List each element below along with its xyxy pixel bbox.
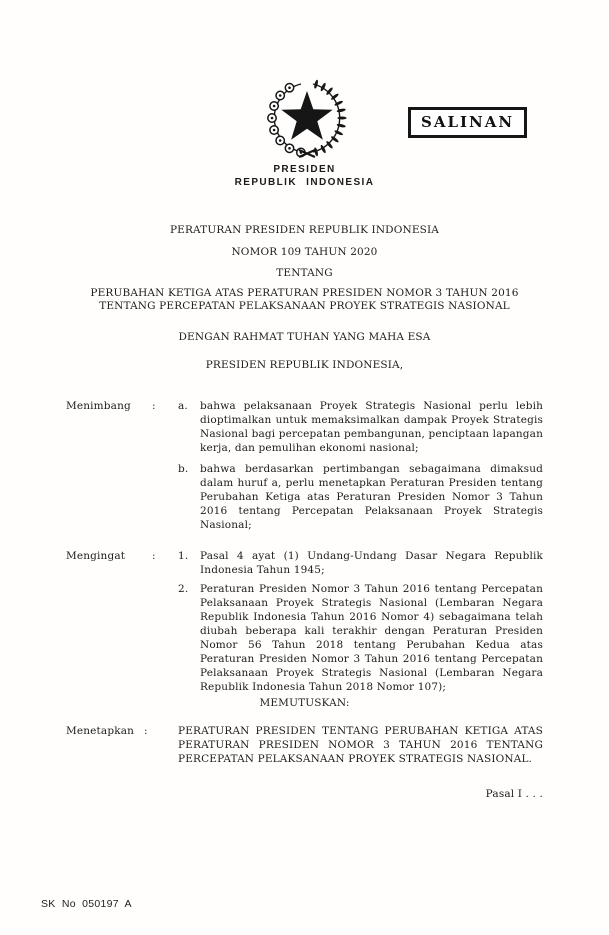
decision-heading: MEMUTUSKAN: (259, 697, 350, 709)
letterhead-line2: REPUBLIK INDONESIA (234, 177, 375, 188)
star-icon (281, 91, 332, 140)
list-item (178, 399, 543, 455)
item-text: Pasal 4 ayat (1) Undang-Undang Dasar Negara Republik Indonesia Tahun 1945; (200, 550, 543, 576)
remembering-label: Mengingat (66, 550, 126, 562)
enacting-section (66, 724, 543, 766)
item-marker: b. (178, 463, 189, 475)
letterhead (0, 163, 609, 189)
considering-section (66, 399, 543, 532)
document-body (66, 223, 543, 801)
doc-number-line: NOMOR 109 TAHUN 2020 (231, 246, 378, 258)
doc-title-line1: PERATURAN PRESIDEN REPUBLIK INDONESIA (169, 224, 440, 236)
list-item (178, 462, 543, 532)
item-text: Peraturan Presiden Nomor 3 Tahun 2016 tentang Percepatan Pelaksanaan Proyek Strategis Nasional (Lembaran Negara Republik Indonesia Tahun 2016 Nomor 4) sebagaimana telah diubah beberapa kali terakhir dengan Peraturan Presiden Nomor 56 Tahun 2018 tentang Perubahan Kedua atas Peraturan Presiden Nomor 3 Tahun 2016 tentang Percepatan Pelaksanaan Proyek Strategis Nasional (Lembaran Negara Republik Indonesia Tahun 2018 Nomor 107); (200, 583, 543, 693)
considering-label: Menimbang (66, 400, 131, 412)
list-item (178, 582, 543, 694)
list-item (178, 549, 543, 577)
letterhead-line1: PRESIDEN (273, 164, 336, 175)
item-marker: 1. (178, 550, 189, 562)
item-text: bahwa pelaksanaan Proyek Strategis Nasional perlu lebih dioptimalkan untuk memaksimalkan dampak Proyek Strategis Nasional bagi percepatan pembangunan, penciptaan lapangan kerja, dan pemulihan ekonomi nasional; (200, 400, 543, 454)
doc-subject-line: PERUBAHAN KETIGA ATAS PERATURAN PRESIDEN NOMOR 3 TAHUN 2016 TENTANG PERCEPATAN PELAKSANAAN PROYEK STRATEGIS NASIONAL (90, 287, 519, 312)
enacting-text: PERATURAN PRESIDEN TENTANG PERUBAHAN KETIGA ATAS PERATURAN PRESIDEN NOMOR 3 TAHUN 2016 TENTANG PERCEPATAN PELAKSANAAN PROYEK STRATEGIS NASIONAL. (178, 725, 543, 765)
invocation-line: DENGAN RAHMAT TUHAN YANG MAHA ESA (178, 331, 431, 343)
salinan-stamp: SALINAN (408, 107, 527, 138)
enacting-colon: : (144, 725, 148, 737)
footer-code: SK No 050197 A (41, 898, 132, 910)
catchword: Pasal I . . . (485, 788, 543, 800)
presidential-seal-icon (259, 77, 355, 163)
considering-colon: : (152, 400, 156, 412)
remembering-list (178, 549, 543, 694)
remembering-section (66, 549, 543, 694)
item-text: bahwa berdasarkan pertimbangan sebagaimana dimaksud dalam huruf a, perlu menetapkan Peraturan Presiden tentang Perubahan Ketiga atas Peraturan Presiden Nomor 3 Tahun 2016 tentang Percepatan Pelaksanaan Proyek Strategis Nasional; (200, 463, 543, 531)
doc-tentang-line: TENTANG (276, 267, 333, 279)
enacting-label: Menetapkan (66, 725, 135, 737)
considering-list (178, 399, 543, 532)
authority-line: PRESIDEN REPUBLIK INDONESIA, (205, 359, 404, 371)
item-marker: 2. (178, 583, 189, 595)
remembering-colon: : (152, 550, 156, 562)
item-marker: a. (178, 400, 188, 412)
